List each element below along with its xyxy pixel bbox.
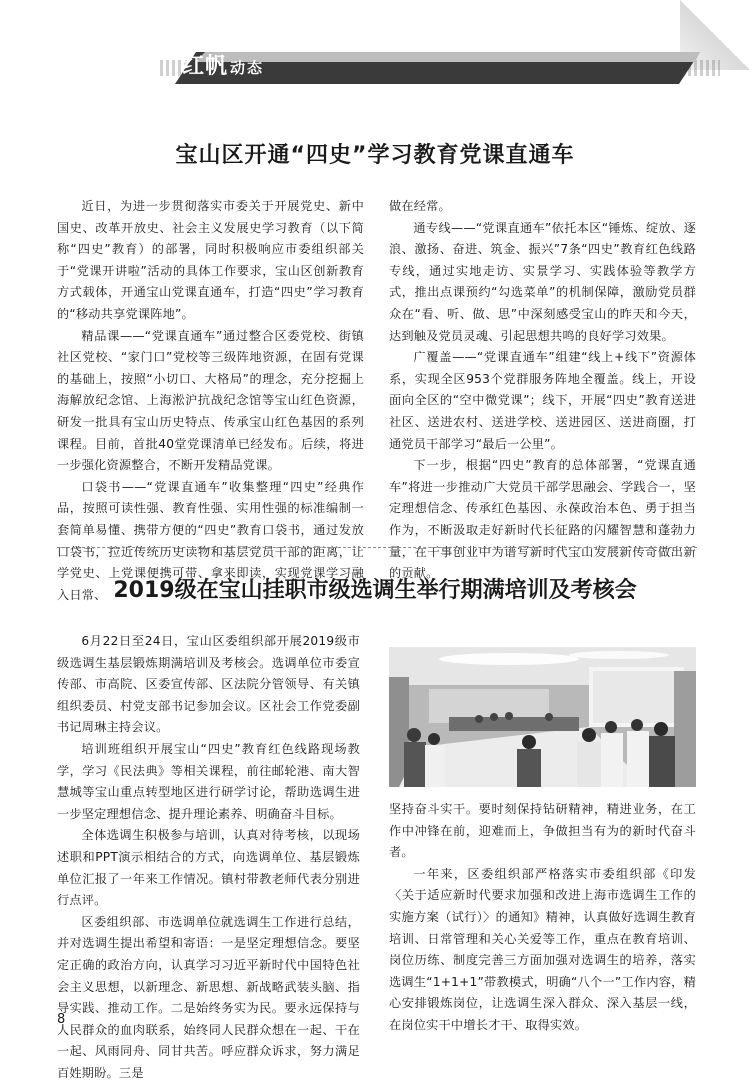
article1-paragraph: 近日，为进一步贯彻落实市委关于开展党史、新中国史、改革开放史、社会主义发展史学习教育（以下简称“四史”教育）的部署，同时积极响应市委组织部关于“党课开讲啦”活动的具体工作要求，宝山区创新教育方式载体，开通宝山党课直通车，打造“四史”学习教育的“移动共享党课阵地”。 xyxy=(57,199,364,321)
meeting-photo xyxy=(389,647,696,787)
article2-paragraph: 一年来，区委组织部严格落实市委组织部《印发〈关于适应新时代要求加强和改进上海市选调生工作的实施方案（试行）〉的通知》精神，认真做好选调生教育培训、日常管理和关心关爱等工作，重点在教育培训、岗位历练、制度完善三方面加强对选调生的培养，落实选调生“1+1+1”带教模式，明确“八个一”工作内容，精心安排锻炼岗位，让选调生深入群众、深入基层一线，在岗位实干中增长才干、取得实效。 xyxy=(389,866,696,1032)
brand-sub: 动态 xyxy=(230,59,265,77)
page-number: 8 xyxy=(57,1012,66,1027)
article2-title: 2019级在宝山挂职市级选调生举行期满培训及考核会 xyxy=(113,578,637,603)
article1-title: 宝山区开通“四史”学习教育党课直通车 xyxy=(175,143,575,168)
article1-paragraph: 精品课——“党课直通车”通过整合区委党校、街镇社区党校、“家门口”党校等三级阵地资源，在固有党课的基础上，按照“小切口、大格局”的理念，充分挖掘上海解放纪念馆、上海淞沪抗战纪念馆等宝山红色资源，研发一批具有宝山历史特点、传承宝山红色基因的系列课程。目前，首批40堂党课清单已经发布。后续，将进一步强化资源整合，不断开发精品党课。 xyxy=(57,328,364,473)
article1-column-right xyxy=(389,196,696,585)
header-highlight xyxy=(195,52,700,62)
article2-paragraph: 6月22日至24日，宝山区委组织部开展2019级市级选调生基层锻炼期满培训及考核会。选调单位市委宣传部、市高院、区委宣传部、区法院分管领导、有关镇组织委员、村党支部书记参加会议。区社会工作党委副书记周琳主持会议。 xyxy=(57,634,360,735)
article1-paragraph: 通专线——“党课直通车”依托本区“锤炼、绽放、逐浪、激扬、奋进、筑金、振兴”7条“四史”教育红色线路专线，通过实地走访、实景学习、实践体验等教学方式，推出点课预约“勾选菜单”的机制保障，激励党员群众在“看、听、做、思”中深刻感受宝山的昨天和今天，达到触及党员灵魂、引起思想共鸣的良好学习效果。 xyxy=(389,220,696,343)
section-brand xyxy=(182,51,264,84)
article1-paragraph: 广覆盖——“党课直通车”组建“线上+线下”资源体系，实现全区953个党群服务阵地全覆盖。线上，开设面向全区的“空中微党课”；线下，开展“四史”教育送进社区、送进农村、送进学校、送进园区、送进商圈，打通党员干部学习“最后一公里”。 xyxy=(389,350,696,451)
article1-paragraph-continued: 做在经常。 xyxy=(389,199,451,213)
article-divider xyxy=(57,547,697,548)
meeting-photo-illustration xyxy=(389,647,696,787)
article2-column-left xyxy=(57,631,360,1084)
article1-paragraph: 口袋书——“党课直通车”收集整理“四史”经典作品，按照可读性强、教育性强、实用性强的标准编制一套简单易懂、携带方便的“四史”教育口袋书，通过发放口袋书，拉近传统历史读物和基层党员干部的距离，让学党史、上党课便携可带、拿来即读，实现党课学习融入日常、 xyxy=(57,479,364,602)
brand-main: 红帆 xyxy=(182,54,229,79)
article1-column-left xyxy=(57,196,364,606)
article2-paragraph: 全体选调生积极参与培训，认真对待考核，以现场述职和PPT演示相结合的方式，向选调单位、基层锻炼单位汇报了一年来工作情况。镇村带教老师代表分别进行点评。 xyxy=(57,828,360,908)
article1-paragraph: 下一步，根据“四史”教育的总体部署，“党课直通车”将进一步推动广大党员干部学思融会、学践合一，坚定理想信念、传承红色基因、永葆政治本色、勇于担当作为，不断汲取走好新时代长征路的闪耀智慧和蓬勃力量，在干事创业中为谱写新时代宝山发展新传奇做出新的贡献。 xyxy=(389,458,696,581)
article2-paragraph: 培训班组织开展宝山“四史”教育红色线路现场教学，学习《民法典》等相关课程，前往邮轮港、南大智慧城等宝山重点转型地区进行研学讨论，帮助选调生进一步坚定理想信念、提升理论素养、明确奋斗目标。 xyxy=(57,741,360,821)
article2-column-right xyxy=(389,799,696,1037)
article2-paragraph: 区委组织部、市选调单位就选调生工作进行总结，并对选调生提出希望和寄语：一是坚定理想信念。要坚定正确的政治方向，认真学习习近平新时代中国特色社会主义思想，以新理念、新思想、新战略武装头脑、指导实践、推动工作。二是始终务实为民。要永远保持与人民群众的血肉联系，始终同人民群众想在一起、干在一起、风雨同舟、同甘共苦。呼应群众诉求，努力满足百姓期盼。三是 xyxy=(57,914,360,1080)
article2-paragraph-continued: 坚持奋斗实干。要时刻保持钻研精神，精进业务，在工作中冲锋在前，迎难而上，争做担当有为的新时代奋斗者。 xyxy=(389,802,696,860)
